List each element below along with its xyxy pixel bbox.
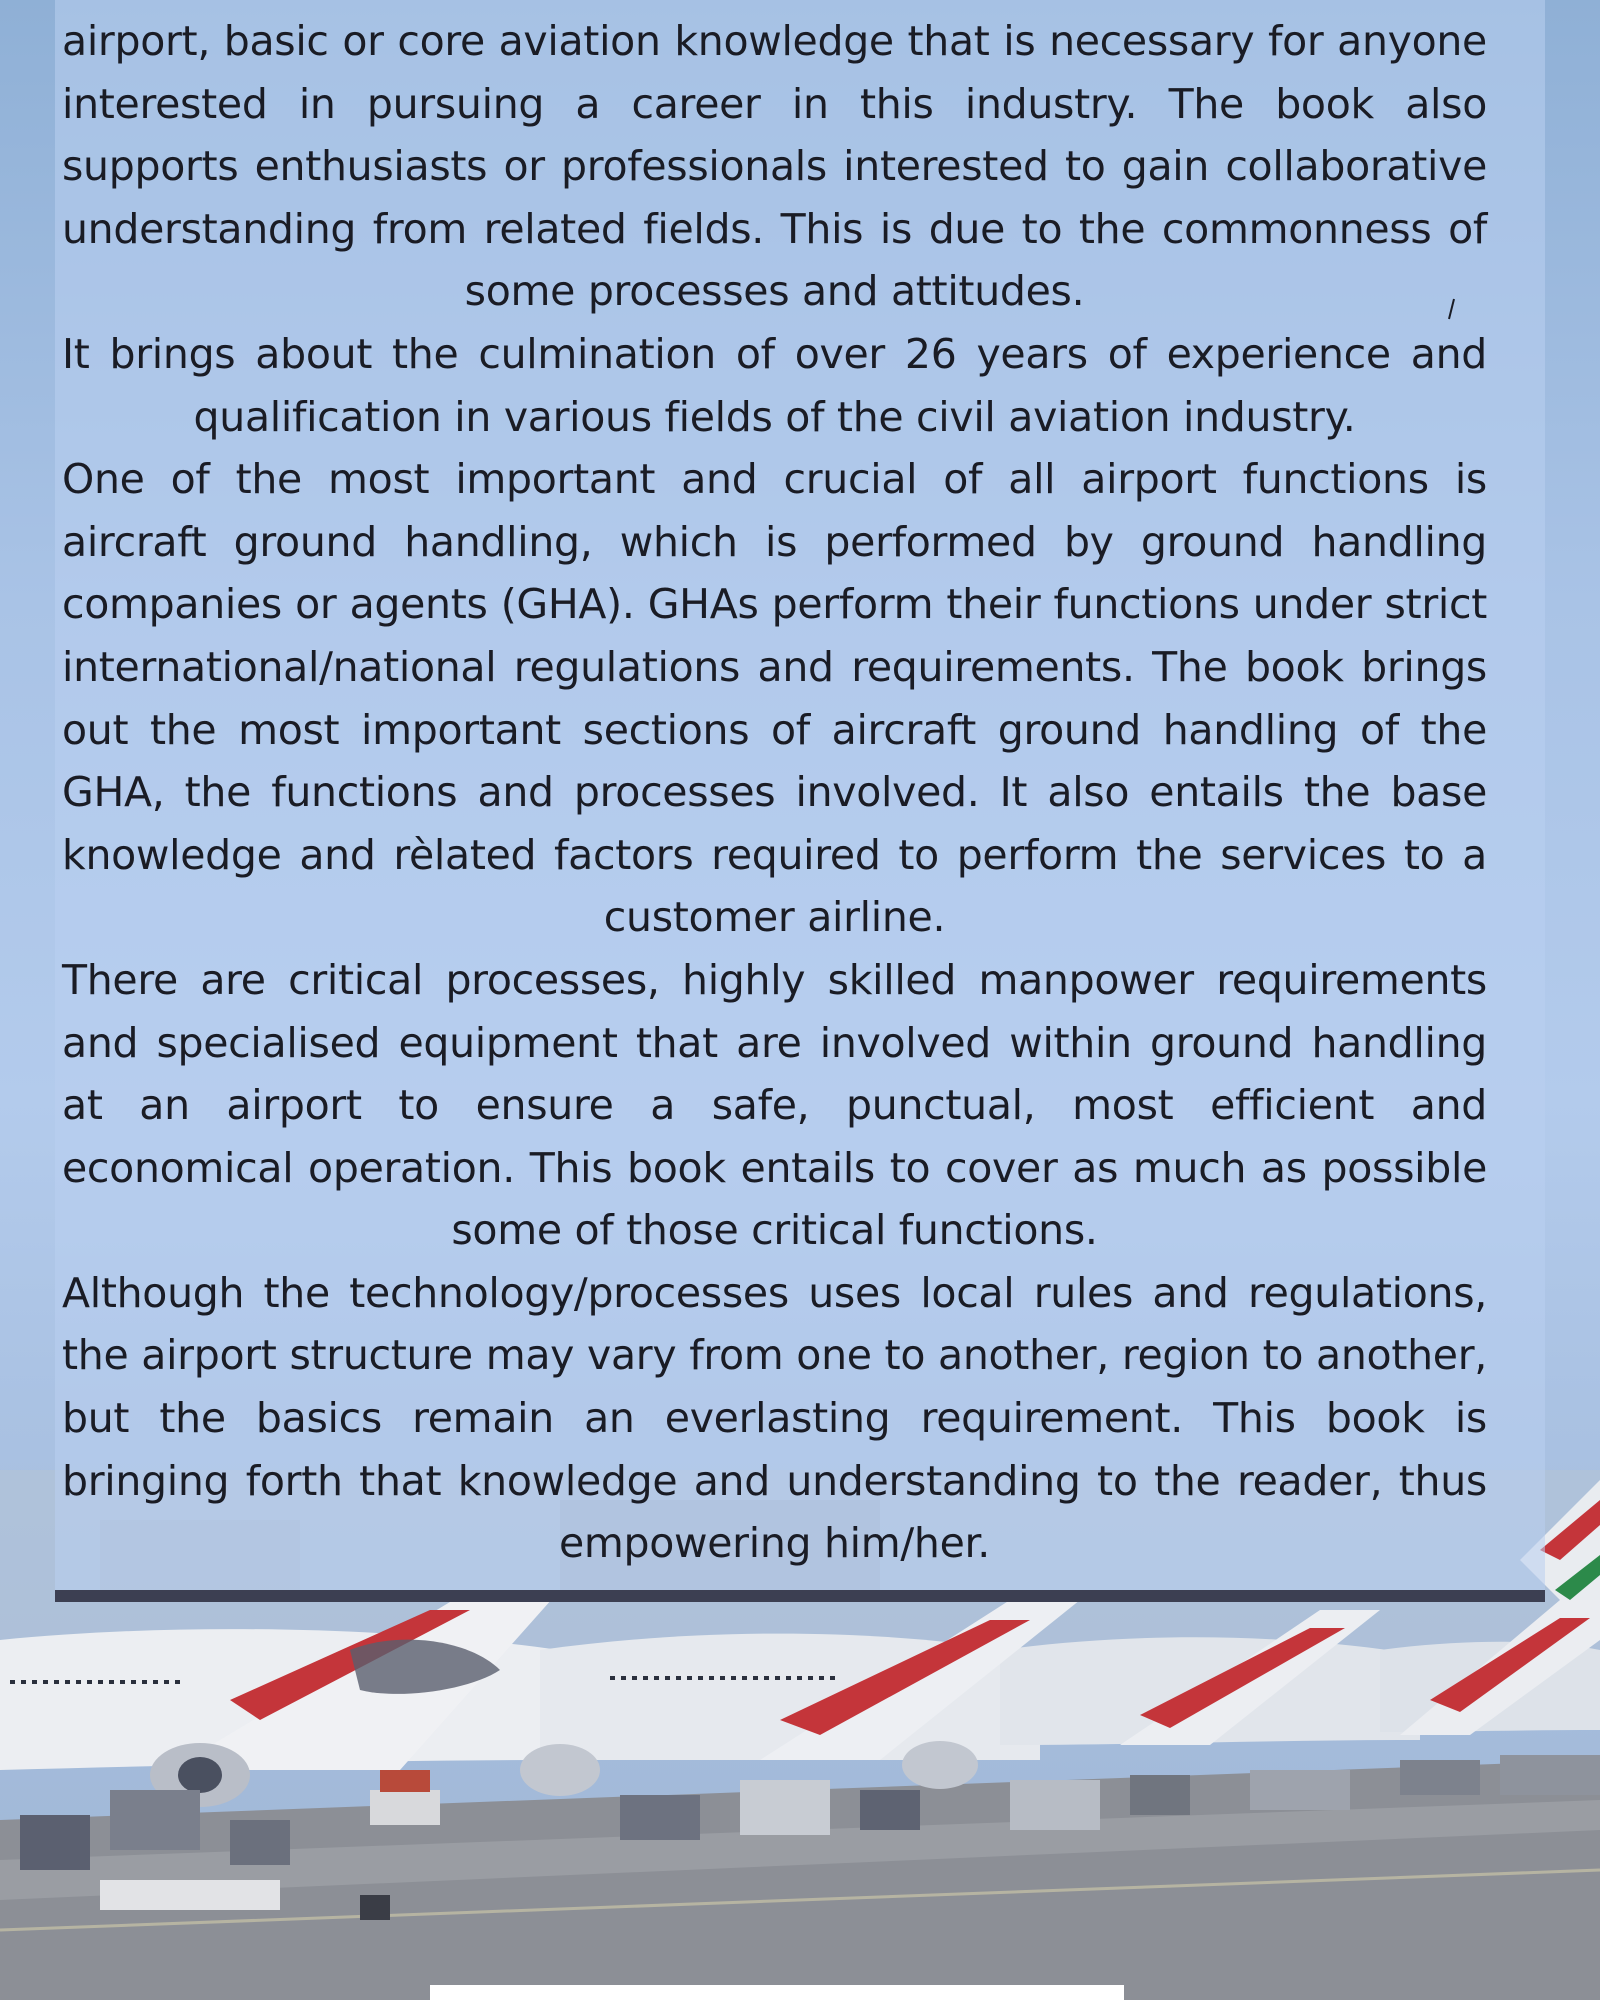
blurb-paragraph-5: Although the technology/processes uses local rules and regulations, the airport structure may vary from one to another, region to another, but the basics remain an everlasting requirement. This book is bringing forth that knowledge and understanding to the reader, thus empowering him/her. — [62, 1268, 1487, 1568]
blurb-paragraph-3: One of the most important and crucial of all airport functions is aircraft ground handling, which is performed by ground handling companies or agents (GHA). GHAs perform their functions under strict international/national regulations and requirements. The book brings out the most important sections of aircraft ground handling of the GHA, the functions and processes involved. It also entails the base knowledge and rèlated factors required to perform the services to a customer airline. — [62, 455, 1487, 942]
blurb-paragraph-2: It brings about the culmination of over 26 years of experience and qualification in various fields of the civil aviation industry. — [62, 329, 1487, 441]
blurb-paragraph-4: There are critical processes, highly skilled manpower requirements and specialised equipment that are involved within ground handling at an airport to ensure a safe, punctual, most efficient and economical operation. This book entails to cover as much as possible some of those critical functions. — [62, 955, 1487, 1255]
image-top-border — [55, 1590, 1545, 1602]
barcode-area — [430, 1985, 1124, 2000]
stray-pen-mark — [1446, 298, 1456, 320]
blurb-paragraph-1: airport, basic or core aviation knowledge that is necessary for anyone interested in pursuing a career in this industry. The book also supports enthusiasts or professionals interested to gain collaborative understanding from related fields. This is due to the commonness of some processes and attitudes. — [62, 17, 1487, 316]
back-cover-blurb — [62, 10, 1487, 1575]
